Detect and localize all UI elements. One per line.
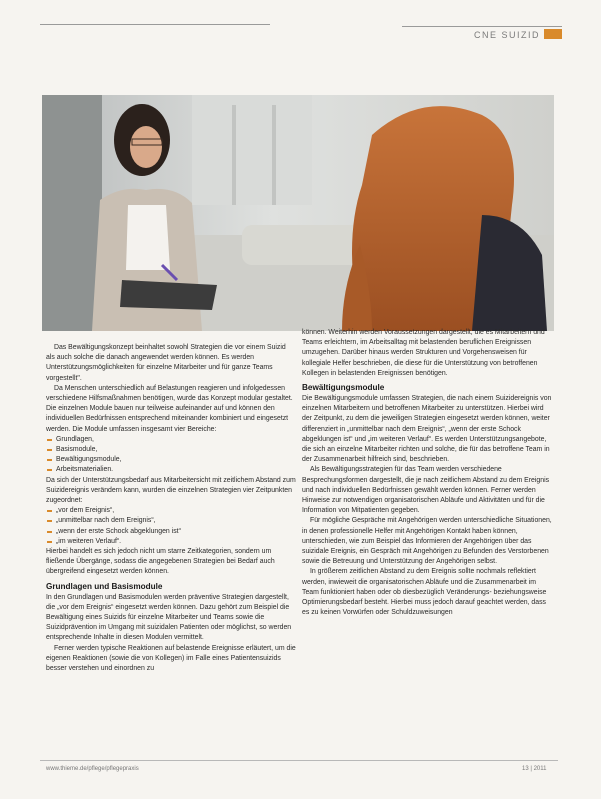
section-heading: Grundlagen und Basismodule (46, 581, 163, 591)
paragraph: In größerem zeitlichen Abstand zu dem Ereignis sollte nochmals reflektiert werden, inwieweit die organisatorischen Abläufe und die Zusammenarbeit im Team funktioniert haben oder ob diesbezüglich Veränderungs- beziehungsweise Optimierungsbedarf besteht. Hierbei muss jedoch darauf geachtet werden, dass es zu keinen Vorwürfen oder Schuldzuweisungen (302, 568, 547, 617)
article-photo (42, 95, 554, 331)
page-number: 13 | 2011 (522, 766, 547, 772)
footer-rule (40, 760, 558, 761)
section-tab-marker (544, 29, 562, 39)
list-item: „vor dem Ereignis“, (46, 506, 296, 516)
paragraph: Da sich der Unterstützungsbedarf aus Mitarbeitersicht mit zeitlichem Abstand zum Suizidereignis verändern kann, wurden die einzelnen Strategien vier Zeitpunkten zugeordnet: (46, 476, 296, 505)
paragraph: Ferner werden typische Reaktionen auf belastende Ereignisse erläutert, um die eigenen Reaktionen (sowie die von Kollegen) im Falle eines Patientensuizids besser verstehen und einordnen zu (46, 644, 296, 673)
paragraph: Die Bewältigungsmodule umfassen Strategien, die nach einem Suizidereignis von einzelnen Mitarbeitern und betroffenen Mitarbeiter zu unterstützen. Hierbei wird der Zeitpunkt, zu dem die jeweiligen Strategien eingesetzt werden können, weiter differenziert in „unmittelbar nach dem Ereignis“, „wenn der erste Schock abgeklungen ist“ und „im weiteren Verlauf“. Es werden Unterstützungsangebote, die sich an einzelne Mitarbeiter richten und solche, die für das betroffene Team in der Zusammenarbeit hilfreich sind, beschrieben. (302, 395, 552, 464)
paragraph: Hierbei handelt es sich jedoch nicht um starre Zeitkategorien, sondern um fließende Übergänge, sodass die angegebenen Strategien bei Bedarf auch übergreifend eingesetzt werden können. (46, 548, 275, 576)
list-item: „wenn der erste Schock abgeklungen ist“ (46, 527, 296, 537)
list-item: Arbeitsmaterialien. (46, 465, 296, 475)
right-column (302, 328, 552, 618)
paragraph: Als Bewältigungsstrategien für das Team werden verschiedene Besprechungsformen dargestellt, die je nach zeitlichem Abstand zu dem Ereignis und nach individuellen Bedürfnissen gewählt werden können. Ferner werden Hinweise zur notwendigen organisatorischen Abläufe und Aktivitäten und für die Information von Mitpatienten gegeben. (302, 466, 550, 515)
section-header (402, 26, 562, 40)
paragraph: Da Menschen unterschiedlich auf Belastungen reagieren und infolgedessen verschiedene Hilfsmaßnahmen benötigen, wurde das Konzept modular gestaltet. Die einzelnen Module bauen nur teilweise aufeinander auf und können den individuellen Bedürfnissen entsprechend miteinander kombiniert und eingesetzt werden. Die Module umfassen insgesamt vier Bereiche: (46, 384, 293, 433)
paragraph: Für mögliche Gespräche mit Angehörigen werden unterschiedliche Situationen, in denen professionelle Helfer mit Angehörigen Kontakt haben können, unterschieden, wie zum Beispiel das Informieren der Angehörigen über das suizidale Ereignis, ein Gespräch mit Angehörigen zu Befunden des Verstorbenen sowie die Betreuung und Unterstützung der Angehörigen selbst. (302, 517, 552, 566)
top-rule (40, 24, 270, 25)
header-rule (402, 26, 562, 27)
list-item: „im weiteren Verlauf“. (46, 537, 296, 547)
section-label: CNE SUIZID (473, 30, 540, 40)
section-heading: Bewältigungsmodule (302, 383, 385, 393)
paragraph: Das Bewältigungskonzept beinhaltet sowohl Strategien die vor einem Suizid als auch solche die danach angewendet werden können. Es werden Unterstützungsmöglichkeiten für einzelne Mitarbeiter und für ganze Teams vorgestellt". (46, 344, 286, 382)
list-item: Grundlagen, (46, 435, 296, 445)
list-item: Basismodule, (46, 445, 296, 455)
list-item: Bewältigungsmodule, (46, 455, 296, 465)
paragraph: können. Weiterhin werden Voraussetzungen dargestellt, die es Mitarbeitern und Teams erleichtern, im Arbeitsalltag mit belastenden beruflichen Ereignissen umzugehen. Darüber hinaus werden Strukturen und Vorgehensweisen für kollegiale Helfer beschrieben, die diese für die Unterstützung von betroffenen Kollegen in belastenden Ereignissen benötigen. (302, 329, 545, 377)
timepoint-list (46, 506, 296, 547)
module-list (46, 435, 296, 476)
footer-url: www.thieme.de/pflege/pflegepraxis (46, 766, 139, 772)
list-item: „unmittelbar nach dem Ereignis“, (46, 516, 296, 526)
paragraph: In den Grundlagen und Basismodulen werden präventive Strategien dargestellt, die „vor dem Ereignis“ eingesetzt werden können. Dazu gehört zum Beispiel die Bewältigung eines Suizids für einzelne Mitarbeiter und Teams sowie die Suizidprävention im Umgang mit suizidalen Patienten oder möglichst, so werden entsprechende Inhalte in diesen Modulen vermittelt. (46, 593, 292, 642)
left-column (46, 343, 296, 674)
